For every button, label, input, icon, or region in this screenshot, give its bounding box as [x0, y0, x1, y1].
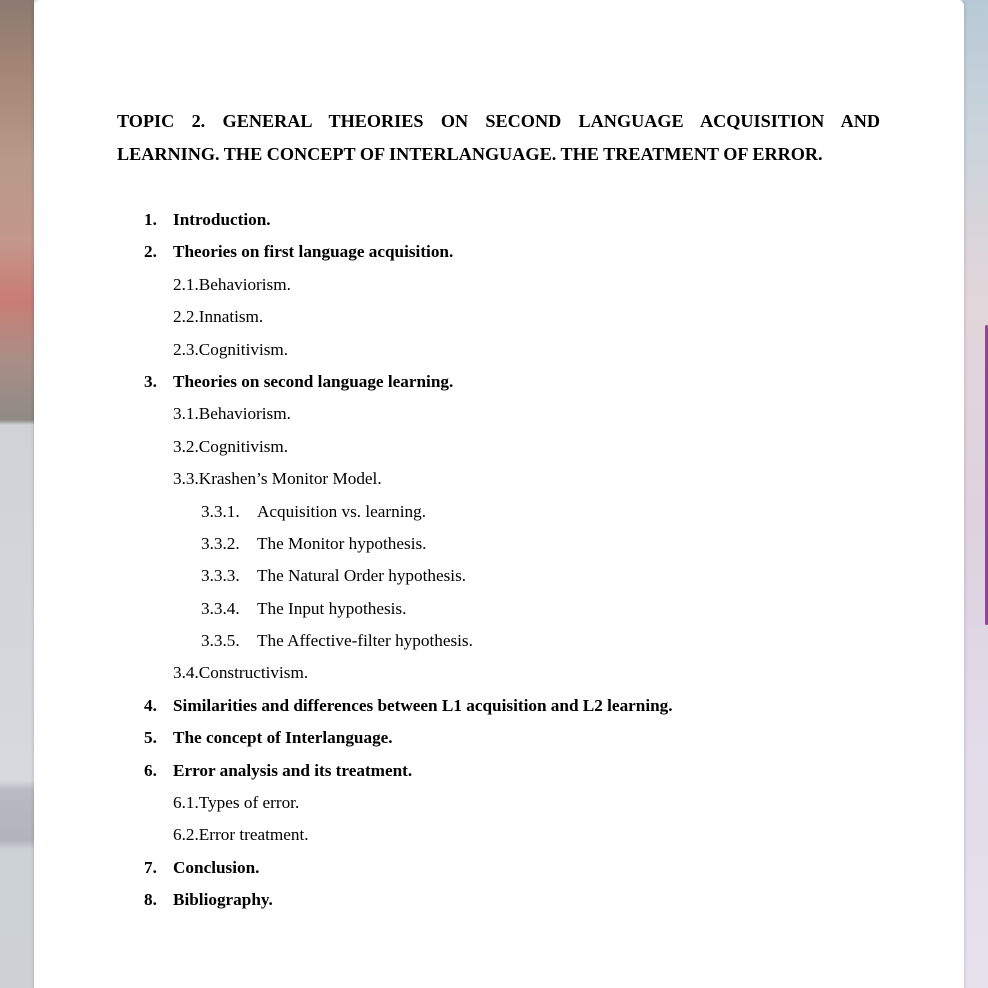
- toc-subitem-label: 2.1.Behaviorism.: [173, 274, 291, 294]
- toc-subsubitem: [34, 593, 964, 625]
- toc-item-number: 5.: [144, 728, 157, 748]
- document-title: TOPIC 2. GENERAL THEORIES ON SECOND LANGUAGE ACQUISITION AND LEARNING. THE CONCEPT OF INTERLANGUAGE. THE TREATMENT OF ERROR.: [117, 111, 880, 164]
- toc-item-number: 2.: [144, 242, 157, 262]
- toc-subitem: [34, 463, 964, 495]
- toc-subsubitem-number: 3.3.4.: [201, 598, 240, 618]
- toc-subsubitem-label: The Affective-filter hypothesis.: [257, 631, 473, 651]
- toc-subsubitem-label: The Monitor hypothesis.: [257, 533, 427, 553]
- toc-item-label: Introduction.: [173, 210, 271, 229]
- toc-item-label: Conclusion.: [173, 857, 260, 877]
- toc-item-number: 3.: [144, 371, 157, 391]
- toc-item: [34, 884, 964, 916]
- document-page: [34, 0, 964, 988]
- table-of-contents: [34, 204, 964, 917]
- desktop-background-left: [0, 0, 34, 988]
- toc-subitem-label: 3.3.Krashen’s Monitor Model.: [173, 469, 382, 489]
- toc-subitem: [34, 334, 964, 366]
- toc-item: [34, 852, 964, 884]
- toc-item-label: Theories on second language learning.: [173, 371, 454, 391]
- toc-subsubitem: [34, 496, 964, 528]
- toc-item: [34, 755, 964, 787]
- toc-item-number: 1.: [144, 210, 157, 229]
- toc-item-number: 4.: [144, 695, 157, 715]
- toc-subitem-label: 6.2.Error treatment.: [173, 825, 309, 845]
- toc-item-label: Theories on first language acquisition.: [173, 242, 454, 262]
- toc-subsubitem: [34, 528, 964, 560]
- toc-item: [34, 690, 964, 722]
- toc-item-label: Similarities and differences between L1 acquisition and L2 learning.: [173, 695, 673, 715]
- toc-item-label: Error analysis and its treatment.: [173, 760, 413, 780]
- toc-subitem: [34, 269, 964, 301]
- toc-item: [34, 236, 964, 268]
- toc-subsubitem: [34, 625, 964, 657]
- toc-subsubitem-number: 3.3.5.: [201, 631, 240, 651]
- toc-subitem-label: 3.4.Constructivism.: [173, 663, 309, 683]
- toc-subsubitem-label: The Natural Order hypothesis.: [257, 566, 467, 586]
- toc-item-label: The concept of Interlanguage.: [173, 728, 393, 748]
- toc-subsubitem: [34, 560, 964, 592]
- toc-subsubitem-label: Acquisition vs. learning.: [257, 501, 426, 521]
- toc-subsubitem-label: The Input hypothesis.: [257, 598, 407, 618]
- toc-subitem-label: 2.3.Cognitivism.: [173, 339, 289, 359]
- toc-item: [34, 366, 964, 398]
- toc-subitem-label: 3.1.Behaviorism.: [173, 404, 291, 424]
- toc-item-number: 6.: [144, 760, 157, 780]
- desktop-background-right: [962, 0, 988, 988]
- toc-subitem-label: 6.1.Types of error.: [173, 793, 300, 813]
- toc-item: [34, 204, 964, 236]
- toc-subsubitem-number: 3.3.1.: [201, 501, 240, 521]
- toc-item: [34, 722, 964, 754]
- toc-subsubitem-number: 3.3.2.: [201, 533, 240, 553]
- toc-subitem-label: 3.2.Cognitivism.: [173, 436, 289, 456]
- toc-subitem-label: 2.2.Innatism.: [173, 307, 264, 327]
- toc-subitem: [34, 301, 964, 333]
- toc-subitem: [34, 657, 964, 689]
- toc-item-label: Bibliography.: [173, 890, 273, 910]
- toc-subitem: [34, 787, 964, 819]
- toc-item-number: 7.: [144, 857, 157, 877]
- toc-subsubitem-number: 3.3.3.: [201, 566, 240, 586]
- toc-item-number: 8.: [144, 890, 157, 910]
- toc-subitem: [34, 819, 964, 851]
- toc-subitem: [34, 398, 964, 430]
- toc-subitem: [34, 431, 964, 463]
